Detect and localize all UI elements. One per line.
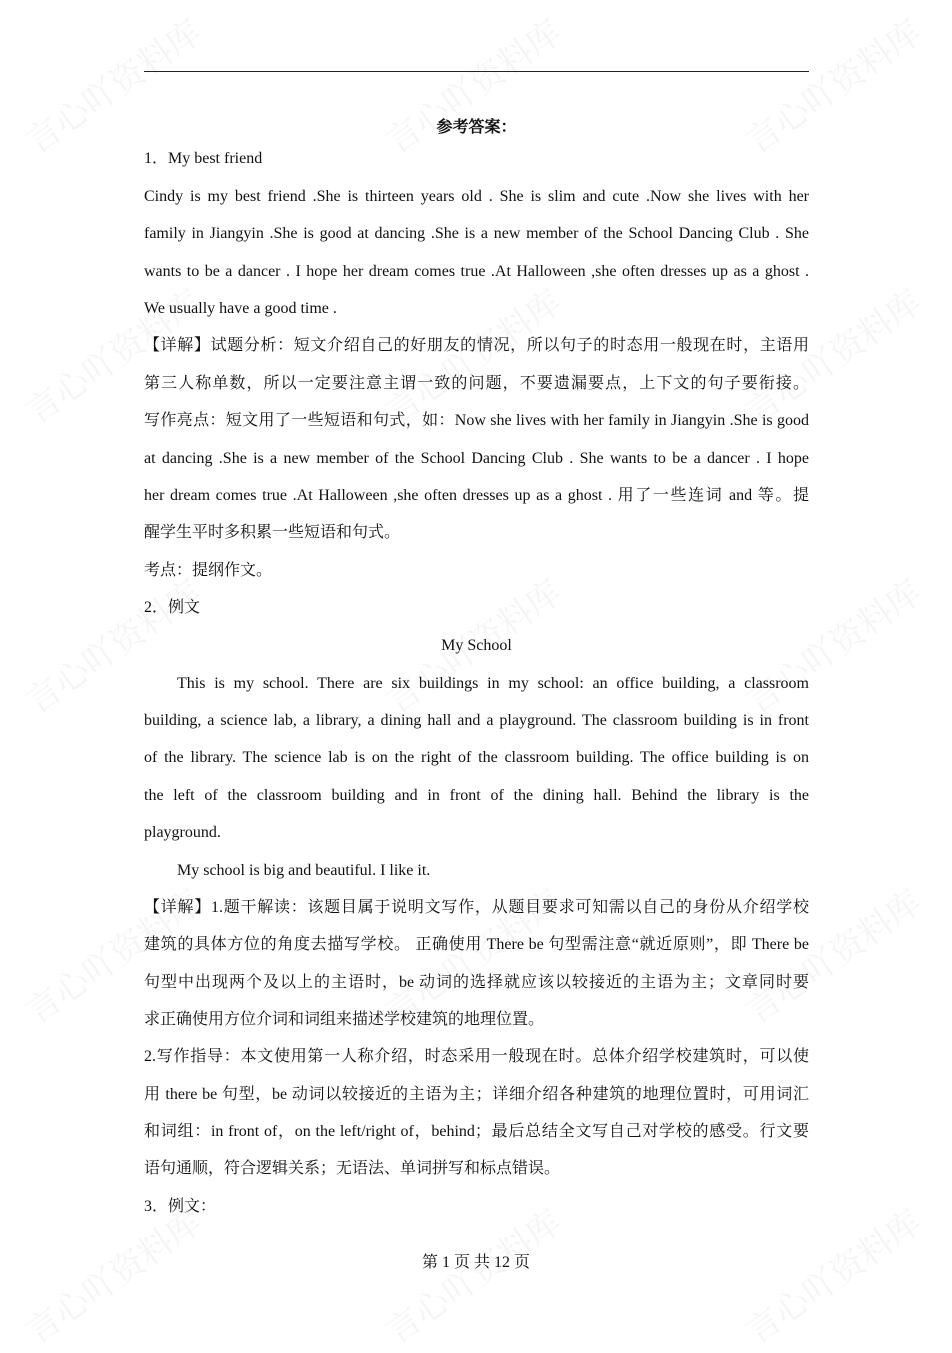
text-line: 1．My best friend bbox=[144, 150, 263, 167]
text-line: This is my school. There are six buildings in my school: an office building, a classroom bbox=[177, 675, 809, 692]
watermark-text bbox=[734, 6, 929, 163]
watermark-text bbox=[374, 1196, 569, 1353]
text-line: at dancing .She is a new member of the School Dancing Club . She wants to be a dancer . I hope bbox=[144, 450, 809, 467]
text-line: building, a science lab, a library, a dining hall and a playground. The classroom building is in front bbox=[144, 712, 809, 729]
text-line: My School bbox=[441, 637, 512, 654]
text-line: 语句通顺，符合逻辑关系；无语法、单词拼写和标点错误。 bbox=[144, 1160, 561, 1177]
watermark-text bbox=[14, 6, 209, 163]
text-line: 3．例文： bbox=[144, 1198, 217, 1215]
text-line: the left of the classroom building and in front of the dining hall. Behind the library is the bbox=[144, 787, 809, 804]
text-line: of the library. The science lab is on the right of the classroom building. The office building is on bbox=[144, 749, 809, 766]
text-line: 建筑的具体方位的角度去描写学校。 正确使用 There be 句型需注意“就近原则”，即 There be bbox=[144, 936, 809, 953]
text-line: wants to be a dancer . I hope her dream comes true .At Halloween ,she often dresses up as a ghost . bbox=[144, 263, 809, 280]
text-line: 2．例文 bbox=[144, 599, 201, 616]
text-line: 句型中出现两个及以上的主语时，be 动词的选择就应该以较接近的主语为主；文章同时要 bbox=[144, 974, 809, 991]
text-line: 和词组：in front of，on the left/right of，behind；最后总结全文写自己对学校的感受。行文要 bbox=[144, 1123, 809, 1140]
watermark-text bbox=[734, 1196, 929, 1353]
text-line: We usually have a good time . bbox=[144, 300, 337, 317]
header-rule bbox=[144, 71, 809, 72]
text-line: 醒学生平时多积累一些短语和句式。 bbox=[144, 524, 401, 541]
text-line: her dream comes true .At Halloween ,she often dresses up as a ghost . 用了一些连词 and 等。提 bbox=[144, 487, 809, 504]
text-line: 写作亮点：短文用了一些短语和句式，如：Now she lives with her family in Jiangyin .She is good bbox=[144, 412, 809, 429]
watermark-text bbox=[14, 1196, 209, 1353]
text-line: 【详解】试题分析：短文介绍自己的好朋友的情况，所以句子的时态用一般现在时，主语用 bbox=[144, 337, 809, 354]
text-line: My school is big and beautiful. I like it. bbox=[177, 862, 431, 879]
text-line: 用 there be 句型，be 动词以较接近的主语为主；详细介绍各种建筑的地理位置时，可用词汇 bbox=[144, 1086, 809, 1103]
text-line: 【详解】1.题干解读：该题目属于说明文写作，从题目要求可知需以自己的身份从介绍学校 bbox=[144, 899, 809, 916]
text-line: 2.写作指导：本文使用第一人称介绍，时态采用一般现在时。总体介绍学校建筑时，可以使 bbox=[144, 1048, 809, 1065]
text-line: 第三人称单数，所以一定要注意主谓一致的问题，不要遗漏要点，上下文的句子要衔接。 bbox=[144, 375, 809, 392]
page-footer: 第 1 页 共 12 页 bbox=[421, 1254, 530, 1271]
text-line: 考点：提纲作文。 bbox=[144, 562, 273, 579]
text-line: 求正确使用方位介词和词组来描述学校建筑的地理位置。 bbox=[144, 1011, 545, 1028]
answer-title: 参考答案： bbox=[436, 119, 517, 136]
text-line: playground. bbox=[144, 824, 221, 841]
watermark-text bbox=[374, 6, 569, 163]
text-line: Cindy is my best friend .She is thirteen years old . She is slim and cute .Now she lives with her bbox=[144, 188, 809, 205]
text-line: family in Jiangyin .She is good at dancing .She is a new member of the School Dancing Club . She bbox=[144, 225, 809, 242]
